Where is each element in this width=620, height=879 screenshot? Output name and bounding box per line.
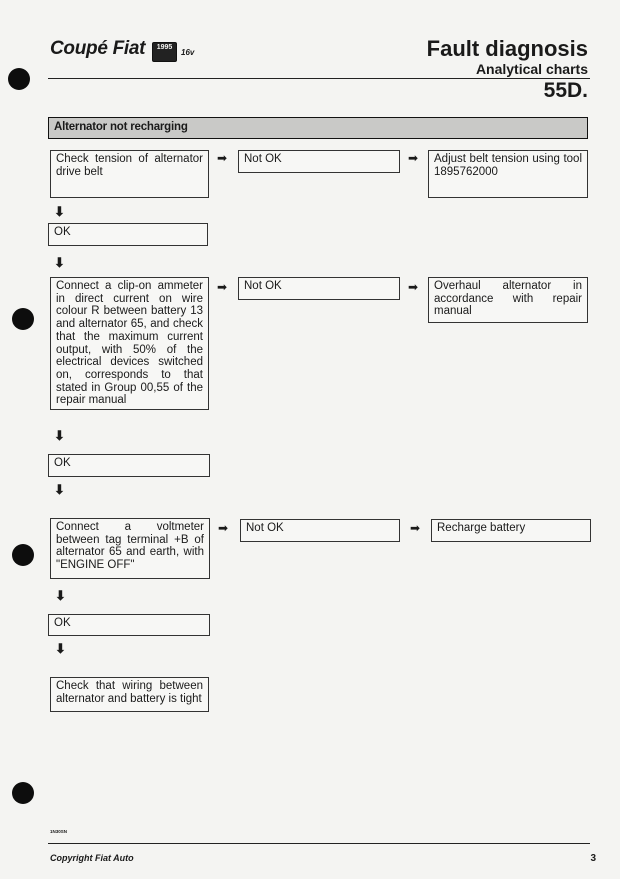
page-subtitle: Analytical charts: [475, 61, 588, 77]
arrow-right-icon: ➡: [408, 151, 419, 165]
result-box-not-ok: Not OK: [240, 519, 400, 542]
result-box-not-ok: Not OK: [238, 277, 400, 300]
document-reference: 1N30SN: [50, 829, 68, 834]
arrow-right-icon: ➡: [218, 521, 229, 535]
arrow-right-icon: ➡: [217, 151, 228, 165]
brand-name: Coupé Fiat: [50, 38, 146, 59]
section-title-bar: [48, 117, 588, 139]
arrow-down-icon: ⬇: [54, 482, 65, 497]
arrow-right-icon: ➡: [217, 280, 228, 294]
check-box-voltmeter: Connect a voltmeter between tag terminal +B of alternator 65 and earth, with "ENGINE OFF": [50, 518, 210, 579]
section-title: Alternator not recharging: [54, 121, 188, 133]
ok-box: OK: [48, 454, 210, 477]
arrow-down-icon: ⬇: [54, 255, 65, 270]
binder-hole: [8, 68, 30, 90]
footer-divider: [48, 843, 590, 844]
brand-badge: 1995: [152, 42, 177, 62]
arrow-down-icon: ⬇: [55, 588, 66, 603]
binder-hole: [12, 308, 34, 330]
page-title: Fault diagnosis: [426, 36, 588, 61]
ok-box: OK: [48, 614, 210, 636]
final-check-box-wiring: Check that wiring between alternator and battery is tight: [50, 677, 209, 712]
arrow-down-icon: ⬇: [55, 641, 66, 656]
binder-hole: [12, 544, 34, 566]
arrow-right-icon: ➡: [410, 521, 421, 535]
action-box-overhaul-alternator: Overhaul alternator in accordance with repair manual: [428, 277, 588, 323]
check-box-ammeter: Connect a clip-on ammeter in direct current on wire colour R between battery 13 and alternator 65, and check that the maximum current output, with 50% of the electrical devices switched on, corresponds to that stated in Group 00,55 of the repair manual: [50, 277, 209, 410]
page-number: 3: [590, 853, 596, 864]
arrow-right-icon: ➡: [408, 280, 419, 294]
copyright-text: Copyright Fiat Auto: [50, 853, 134, 863]
action-box-recharge-battery: Recharge battery: [431, 519, 591, 542]
brand-suffix: 16v: [181, 48, 195, 57]
arrow-down-icon: ⬇: [54, 204, 65, 219]
check-box-belt-tension: Check tension of alternator drive belt: [50, 150, 209, 198]
result-box-not-ok: Not OK: [238, 150, 400, 173]
binder-hole: [12, 782, 34, 804]
section-code: 55D.: [543, 79, 588, 102]
ok-box: OK: [48, 223, 208, 246]
header-divider: [48, 78, 590, 79]
arrow-down-icon: ⬇: [54, 428, 65, 443]
action-box-adjust-belt: Adjust belt tension using tool 1895762000: [428, 150, 588, 198]
